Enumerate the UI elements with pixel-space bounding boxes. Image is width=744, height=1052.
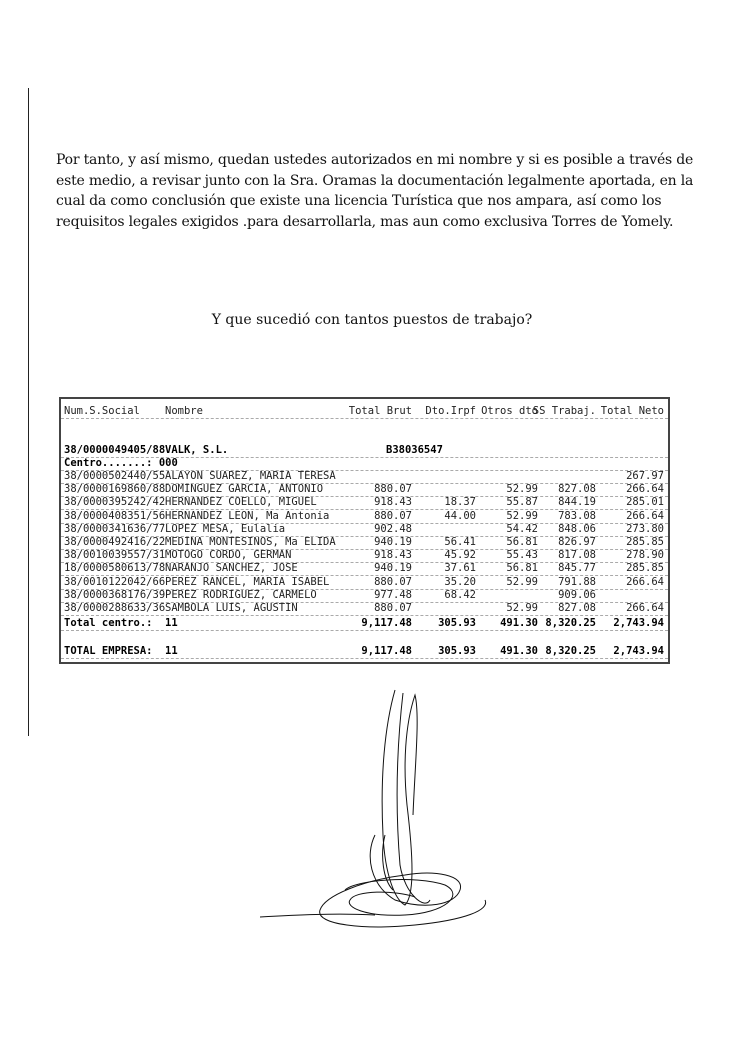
table-row-cell: 844.19 [558, 496, 596, 509]
table-row [61, 510, 668, 524]
total-centro-row-cell: 2,743.94 [613, 617, 664, 629]
table-row-cell: 44.00 [444, 509, 476, 522]
total-empresa-row-cell: 11 [165, 645, 178, 657]
table-row-cell: PEREZ RANCEL, MARIA ISABEL [165, 575, 330, 588]
total-empresa-row-cell: 305.93 [438, 645, 476, 657]
table-row-cell: 18/0000580613/78 [64, 562, 166, 575]
table-row-cell: 909.06 [558, 588, 596, 601]
table-row-cell: 278.90 [626, 549, 664, 562]
table-row-cell: LOPEZ MESA, Eulalia [165, 522, 286, 535]
table-row-cell: 35.20 [444, 575, 476, 588]
table-row-cell: 38/0000408351/56 [64, 509, 166, 522]
total-empresa-row [61, 645, 668, 659]
table-row [61, 549, 668, 563]
table-row-cell: 880.07 [374, 602, 412, 614]
table-header-cell: Dto.Irpf [425, 405, 476, 417]
table-row-cell: 52.99 [506, 509, 538, 522]
table-row-cell: 38/0000341636/77 [64, 522, 166, 535]
company-cif: B38036547 [386, 444, 443, 456]
table-row-cell: 791.88 [558, 575, 596, 588]
table-row-cell: 977.48 [374, 588, 412, 601]
table-row-cell: 902.48 [374, 522, 412, 535]
table-row-cell: 38/0000288633/36 [64, 602, 166, 614]
table-header-cell: Total Brut [348, 405, 412, 417]
table-row-cell: 52.99 [506, 575, 538, 588]
question-heading: Y que sucedió con tantos puestos de trabajo? [211, 312, 533, 328]
table-row-cell: PEREZ RODRIGUEZ, CARMELO [165, 588, 317, 601]
body-paragraph: Por tanto, y así mismo, quedan ustedes autorizados en mi nombre y si es posible a través de este medio, a revisar junto con la Sra. Oramas la documentación legalmente aportada, en la cual da como conclusión que existe una licencia Turística que nos ampara, así como los requisitos legales exigidos .para desarrollarla, mas aun como exclusiva Torres de Yomely. [56, 152, 694, 230]
table-row [61, 576, 668, 590]
table-row-cell: 880.07 [374, 509, 412, 522]
table-row-cell: 38/0010039557/31 [64, 549, 166, 562]
table-row-cell: 285.01 [626, 496, 664, 509]
table-row-cell: 56.41 [444, 536, 476, 548]
table-row-cell: DOMINGUEZ GARCIA, ANTONIO [165, 483, 324, 496]
table-row-cell: 918.43 [374, 549, 412, 562]
company-row [61, 444, 668, 458]
margin-line [28, 88, 29, 736]
table-row-cell: 266.64 [626, 602, 664, 614]
table-row-cell: 817.08 [558, 549, 596, 562]
table-row [61, 483, 668, 497]
table-row-cell: 827.08 [558, 602, 596, 614]
table-row [61, 562, 668, 576]
total-centro-row-cell: 491.30 [500, 617, 538, 629]
table-row-cell: 52.99 [506, 602, 538, 614]
centro-row-cell: Centro.......: 000 [64, 457, 178, 469]
company-row-cell: VALK, S.L. [165, 444, 229, 456]
table-row [61, 470, 668, 484]
table-row-cell: SAMBOLA LUIS, AGUSTIN [165, 602, 298, 614]
table-row-cell: 827.08 [558, 483, 596, 496]
table-row-cell: 266.64 [626, 509, 664, 522]
table-row [61, 602, 668, 616]
table-row-cell: NARANJO SANCHEZ, JOSE [165, 562, 298, 575]
table-header-cell: SS Trabaj. [532, 405, 596, 417]
table-header-cell: Otros dto [481, 405, 538, 417]
company-row-cell: 38/0000049405/88 [64, 444, 166, 456]
table-header-cell: Num.S.Social [64, 405, 140, 417]
table-row-cell: MOTOGO CORDO, GERMAN [165, 549, 292, 562]
table-row-cell: 38/0000368176/39 [64, 588, 166, 601]
table-row-cell: 266.64 [626, 575, 664, 588]
table-row-cell: 266.64 [626, 483, 664, 496]
table-row-cell: HERNANDEZ LEON, Ma Antonia [165, 509, 330, 522]
table-row-cell: 55.87 [506, 496, 538, 509]
table-row-cell: 940.19 [374, 536, 412, 548]
table-row-cell: 848.06 [558, 522, 596, 535]
table-row [61, 536, 668, 550]
table-row-cell: 56.81 [506, 536, 538, 548]
table-row [61, 496, 668, 510]
table-row-cell: ALAYON SUAREZ, MARIA TERESA [165, 470, 336, 482]
table-row-cell: 45.92 [444, 549, 476, 562]
payroll-table-image [59, 397, 670, 664]
table-row-cell: 54.42 [506, 522, 538, 535]
total-centro-row-cell: 11 [165, 617, 178, 629]
table-row-cell: HERNANDEZ COELLO, MIGUEL [165, 496, 317, 509]
total-empresa-row-cell: 9,117.48 [361, 645, 412, 657]
total-centro-row-cell: 9,117.48 [361, 617, 412, 629]
total-centro-row [61, 617, 668, 631]
handwritten-signature [255, 685, 495, 935]
total-centro-row-cell: Total centro.: [64, 617, 153, 629]
table-row-cell: 18.37 [444, 496, 476, 509]
table-header [61, 405, 668, 419]
total-centro-row-cell: 305.93 [438, 617, 476, 629]
table-row-cell: 273.80 [626, 522, 664, 535]
table-row-cell: 285.85 [626, 562, 664, 575]
table-header-cell: Nombre [165, 405, 203, 417]
table-row-cell: 38/0000395242/42 [64, 496, 166, 509]
total-empresa-row-cell: 491.30 [500, 645, 538, 657]
table-row-cell: 880.07 [374, 483, 412, 496]
table-row-cell: 826.97 [558, 536, 596, 548]
table-row-cell: 68.42 [444, 588, 476, 601]
table-row-cell: 38/0000169860/88 [64, 483, 166, 496]
table-row-cell: 880.07 [374, 575, 412, 588]
table-row-cell: 55.43 [506, 549, 538, 562]
table-row-cell: 783.08 [558, 509, 596, 522]
total-centro-row-cell: 8,320.25 [545, 617, 596, 629]
table-row-cell: 38/0000492416/22 [64, 536, 166, 548]
table-row [61, 523, 668, 537]
table-row-cell: 37.61 [444, 562, 476, 575]
table-header-cell: Total Neto [600, 405, 664, 417]
table-row-cell: 56.81 [506, 562, 538, 575]
table-row-cell: MEDINA MONTESINOS, Ma ELIDA [165, 536, 336, 548]
centro-row [61, 457, 668, 471]
table-row-cell: 38/0000502440/55 [64, 470, 166, 482]
total-empresa-row-cell: 2,743.94 [613, 645, 664, 657]
table-row-cell: 940.19 [374, 562, 412, 575]
table-row-cell: 52.99 [506, 483, 538, 496]
total-empresa-row-cell: 8,320.25 [545, 645, 596, 657]
table-row-cell: 267.97 [626, 470, 664, 482]
table-row [61, 589, 668, 603]
table-row-cell: 845.77 [558, 562, 596, 575]
table-row-cell: 38/0010122042/66 [64, 575, 166, 588]
total-empresa-row-cell: TOTAL EMPRESA: [64, 645, 153, 657]
table-row-cell: 285.85 [626, 536, 664, 548]
table-row-cell: 918.43 [374, 496, 412, 509]
